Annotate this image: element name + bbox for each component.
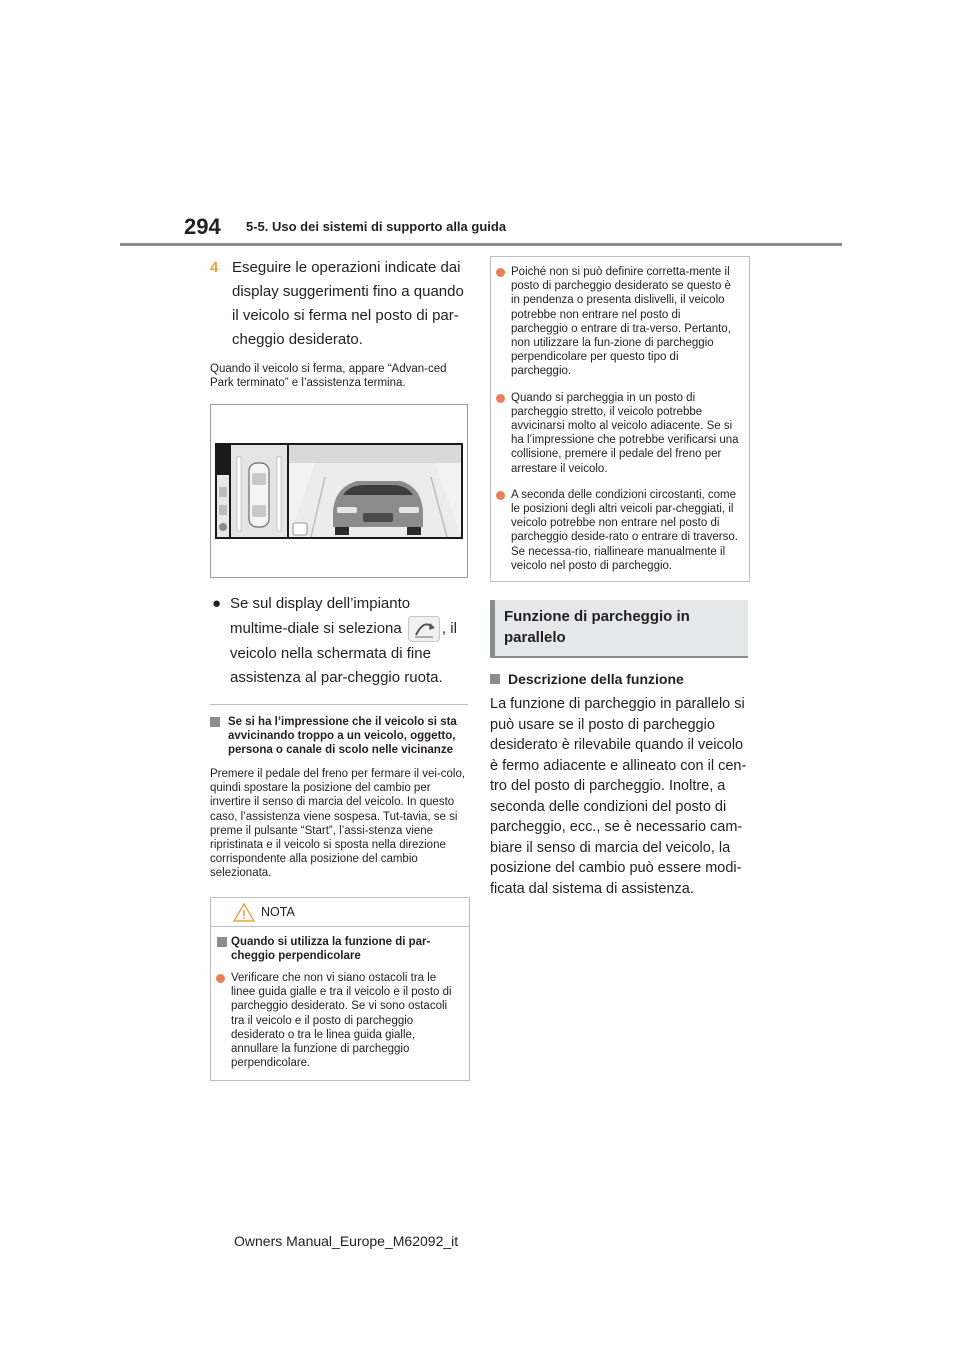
square-bullet-icon — [217, 937, 227, 947]
caution-item-text: Poiché non si può definire corretta-mente il posto di parcheggio desiderato se questo è in pendenza o presenta dislivelli, il veicolo potrebbe non entrare nel posto di parcheggio o entrare di tra-verso. Pertanto, non utilizzare la fun-zione di parcheggio perpendicolare per questo tipo di parcheggio. — [511, 266, 731, 378]
multimedia-screen-illustration — [215, 443, 463, 539]
header-rule — [120, 243, 842, 246]
nota-header — [211, 898, 469, 927]
caution-item — [491, 265, 749, 379]
circle-bullet-icon — [216, 974, 225, 983]
nota-item — [211, 971, 469, 1070]
heading-accent-bar — [490, 600, 495, 656]
circle-bullet-icon — [496, 268, 505, 277]
nota-heading-text: Quando si utilizza la funzione di par-cheggio perpendicolare — [231, 935, 431, 962]
square-bullet-icon — [490, 674, 500, 684]
bullet-text-before: Se sul display dell’impianto multime-diale si seleziona — [230, 595, 411, 637]
circle-bullet-icon — [496, 491, 505, 500]
nota-box — [210, 897, 470, 1082]
description-heading-text: Descrizione della funzione — [508, 671, 684, 688]
step-note: Quando il veicolo si ferma, appare “Advan-ced Park terminato” e l’assistenza termina. — [210, 363, 447, 389]
step-text: Eseguire le operazioni indicate dai display suggerimenti fino a quando il veicolo si ferma nel posto di par-cheggio desiderato. — [232, 259, 464, 348]
description-heading — [490, 670, 750, 688]
brake-instructions: Premere il pedale del freno per fermare il vei-colo, quindi spostare la posizione del cambio per invertire il senso di marcia del veicolo. In questo caso, l’assistenza viene sospesa. Tut-tavia, se si preme il pulsante “Start”, l’assi-stenza viene ripristinata e il veicolo si sposta nella direzione corrispondente alla posizione del cambio selezionata. — [210, 768, 466, 880]
warning-triangle-icon — [233, 902, 255, 927]
function-heading: Funzione di parcheggio in parallelo — [504, 608, 690, 647]
bullet-dot-icon: ● — [212, 595, 222, 612]
subheading-text: Se si ha l’impressione che il veicolo si sta avvicinando troppo a un veicolo, oggetto, persona o canale di scolo nelle vicinanze — [228, 716, 457, 756]
nota-item-text: Verificare che non vi siano ostacoli tra le linee guida gialle e tra il veicolo e il posto di parcheggio desiderato. Se vi sono ostacoli tra il veicolo e il posto di parcheggio desiderato o tra le linea guida gialle, annullare la funzione di parcheggio perpendicolare. — [231, 972, 452, 1070]
function-heading-box — [490, 600, 748, 658]
parking-display-figure — [210, 404, 468, 578]
subheading-too-close — [210, 715, 470, 757]
rotate-view-icon — [408, 616, 440, 642]
circle-bullet-icon — [496, 394, 505, 403]
footer: Owners Manual_Europe_M62092_it — [234, 1233, 459, 1249]
step-4 — [210, 256, 470, 352]
nota-title: NOTA — [261, 904, 295, 919]
section-header: 5-5. Uso dei sistemi di supporto alla guida — [246, 219, 507, 234]
bullet-text-after: , il veicolo nella schermata di fine assistenza al par-cheggio ruota. — [230, 619, 457, 686]
caution-item — [491, 391, 749, 476]
bullet-rotate-view — [210, 592, 470, 690]
step-number: 4 — [210, 259, 219, 276]
caution-item-text: A seconda delle condizioni circostanti, come le posizioni degli altri veicoli par-cheggiati, il veicolo potrebbe non entrare nel posto di parcheggio deside-rato o entrare di traverso. Se necessa-rio, riallineare manualmente il veicolo nel posto di parcheggio. — [511, 488, 738, 572]
nota-heading — [211, 935, 469, 963]
page-number: 294 — [184, 214, 221, 239]
caution-item — [491, 488, 749, 573]
section-divider — [210, 704, 468, 705]
square-bullet-icon — [210, 717, 220, 727]
caution-box — [490, 256, 750, 582]
right-column — [490, 256, 750, 899]
caution-item-text: Quando si parcheggia in un posto di parcheggio stretto, il veicolo potrebbe avvicinarsi molto al veicolo adiacente. Se si ha l’impressione che potrebbe verificarsi una collisione, premere il pedale del freno per arrestare il veicolo. — [511, 391, 739, 475]
left-column — [210, 256, 470, 1081]
description-text: La funzione di parcheggio in parallelo si può usare se il posto di parcheggio desiderato è rilevabile quando il veicolo è fermo adiacente e allineato con il cen-tro del posto di parcheggio. Inoltre, a seconda delle condizioni del posto di parcheggio, ecc., se è necessario cam-biare il senso di marcia del veicolo, la posizione del cambio può essere modi-ficata dal sistema di assistenza. — [490, 696, 747, 897]
